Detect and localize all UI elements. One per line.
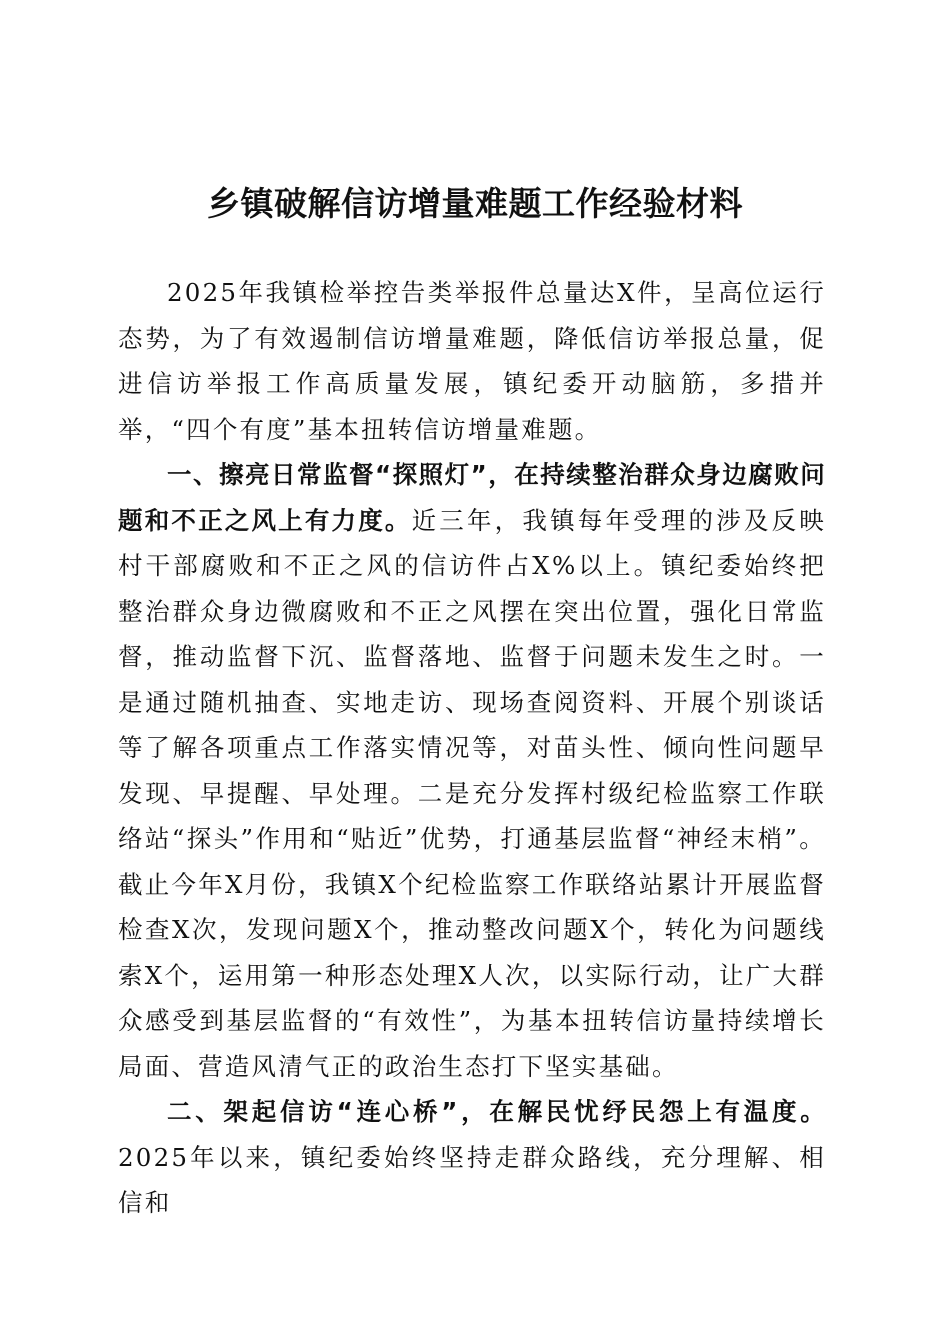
- intro-paragraph: [118, 270, 826, 452]
- section-heading: 二、架起信访“连心桥”，在解民忧纾民怨上有温度。: [167, 1097, 826, 1126]
- paragraph-text: 近三年，我镇每年受理的涉及反映村干部腐败和不正之风的信访件占X%以上。镇纪委始终把整治群众身边微腐败和不正之风摆在突出位置，强化日常监督，推动监督下沉、监督落地、监督于问题未发生之时。一是通过随机抽查、实地走访、现场查阅资料、开展个别谈话等了解各项重点工作落实情况等，对苗头性、倾向性问题早发现、早提醒、早处理。二是充分发挥村级纪检监察工作联络站“探头”作用和“贴近”优势，打通基层监督“神经末梢”。截止今年X月份，我镇X个纪检监察工作联络站累计开展监督检查X次，发现问题X个，推动整改问题X个，转化为问题线索X个，运用第一种形态处理X人次，以实际行动，让广大群众感受到基层监督的“有效性”，为基本扭转信访量持续增长局面、营造风清气正的政治生态打下坚实基础。: [118, 505, 826, 1081]
- section-heading: 一、擦亮日常监督“探照灯”，在持续整治群众身边腐败问题和不正之风上有力度。: [118, 460, 826, 535]
- section-two-paragraph: [118, 1089, 826, 1226]
- document-title: 乡镇破解信访增量难题工作经验材料: [207, 184, 743, 223]
- paragraph-text: 2025年我镇检举控告类举报件总量达X件，呈高位运行态势，为了有效遏制信访增量难题，降低信访举报总量，促进信访举报工作高质量发展，镇纪委开动脑筋，多措并举，“四个有度”基本扭转信访增量难题。: [118, 278, 826, 444]
- paragraph-text: 2025年以来，镇纪委始终坚持走群众路线，充分理解、相信和: [118, 1142, 826, 1217]
- section-one-paragraph: [118, 452, 826, 1089]
- document-body: [118, 270, 826, 1226]
